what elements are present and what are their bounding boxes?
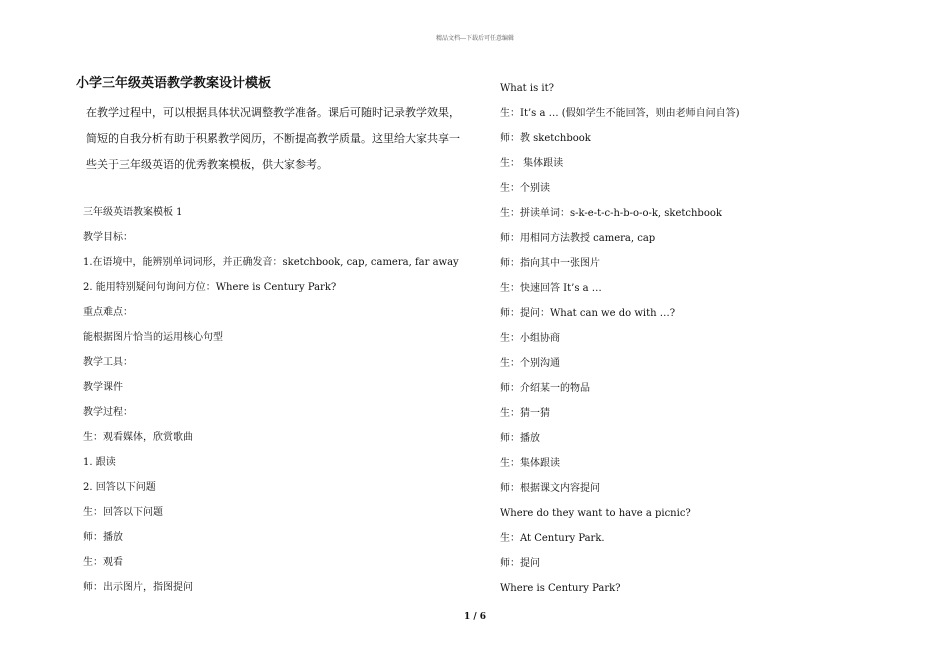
text-line: 重点难点：	[83, 307, 133, 318]
text-line: 生： 集体跟读	[500, 158, 564, 169]
intro-paragraph	[76, 100, 468, 178]
text-line: 师：指向其中一张图片	[500, 258, 600, 269]
text-line: Where is Century Park?	[500, 583, 621, 594]
text-line: 1.在语境中，能辨别单词词形，并正确发音：sketchbook, cap, camera, far away	[83, 257, 459, 268]
text-line: 师：播放	[83, 532, 123, 543]
text-line: 生：At Century Park.	[500, 533, 605, 544]
text-line: 生：拼读单词：s-k-e-t-c-h-b-o-o-k, sketchbook	[500, 208, 722, 219]
left-column	[76, 76, 468, 600]
text-line: 2. 能用特别疑问句询问方位：Where is Century Park?	[83, 282, 337, 293]
text-line: 师：提问：What can we do with …?	[500, 308, 676, 319]
text-line: 师：根据课文内容提问	[500, 483, 600, 494]
text-line: 师：出示图片，指图提问	[83, 582, 193, 593]
text-line: 生：观看	[83, 557, 123, 568]
intro-line: 些关于三年级英语的优秀教案模板，供大家参考。	[86, 158, 328, 171]
text-line: 师：播放	[500, 433, 540, 444]
intro-line: 简短的自我分析有助于积累教学阅历，不断提高教学质量。这里给大家共享一	[86, 132, 460, 145]
text-line: 生：个别读	[500, 183, 550, 194]
intro-line: 在教学过程中，可以根据具体状况调整教学准备。课后可随时记录教学效果，	[86, 106, 460, 119]
text-line: 教学过程：	[83, 407, 133, 418]
text-line: 教学目标：	[83, 232, 133, 243]
text-line: 生：It’s a … (假如学生不能回答，则由老师自问自答)	[500, 108, 740, 119]
text-line: 2. 回答以下问题	[83, 482, 156, 493]
text-line: 生：回答以下问题	[83, 507, 163, 518]
page-number: 1 / 6	[463, 612, 487, 622]
document-title: 小学三年级英语教学教案设计模板	[76, 76, 272, 91]
text-line: 生：集体跟读	[500, 458, 560, 469]
text-line: Where do they want to have a picnic?	[500, 508, 691, 519]
text-line: 生：观看媒体，欣赏歌曲	[83, 432, 193, 443]
right-column	[500, 76, 920, 601]
text-line: 师：介绍某一的物品	[500, 383, 590, 394]
text-line: 1. 跟读	[83, 457, 116, 468]
text-line: 生：快速回答 It’s a …	[500, 283, 602, 294]
section-heading: 三年级英语教案模板 1	[83, 207, 183, 218]
text-line: 生：猜一猜	[500, 408, 550, 419]
page-header: 精品文档---下载后可任意编辑	[435, 35, 515, 42]
text-line: 能根据图片恰当的运用核心句型	[83, 332, 223, 343]
text-line: What is it?	[500, 83, 554, 94]
text-line: 教学课件	[83, 382, 123, 393]
text-line: 生：小组协商	[500, 333, 560, 344]
text-line: 教学工具：	[83, 357, 133, 368]
text-line: 生：个别沟通	[500, 358, 560, 369]
text-line: 师：教 sketchbook	[500, 133, 591, 144]
text-line: 师：用相同方法教授 camera, cap	[500, 233, 656, 244]
text-line: 师：提问	[500, 558, 540, 569]
